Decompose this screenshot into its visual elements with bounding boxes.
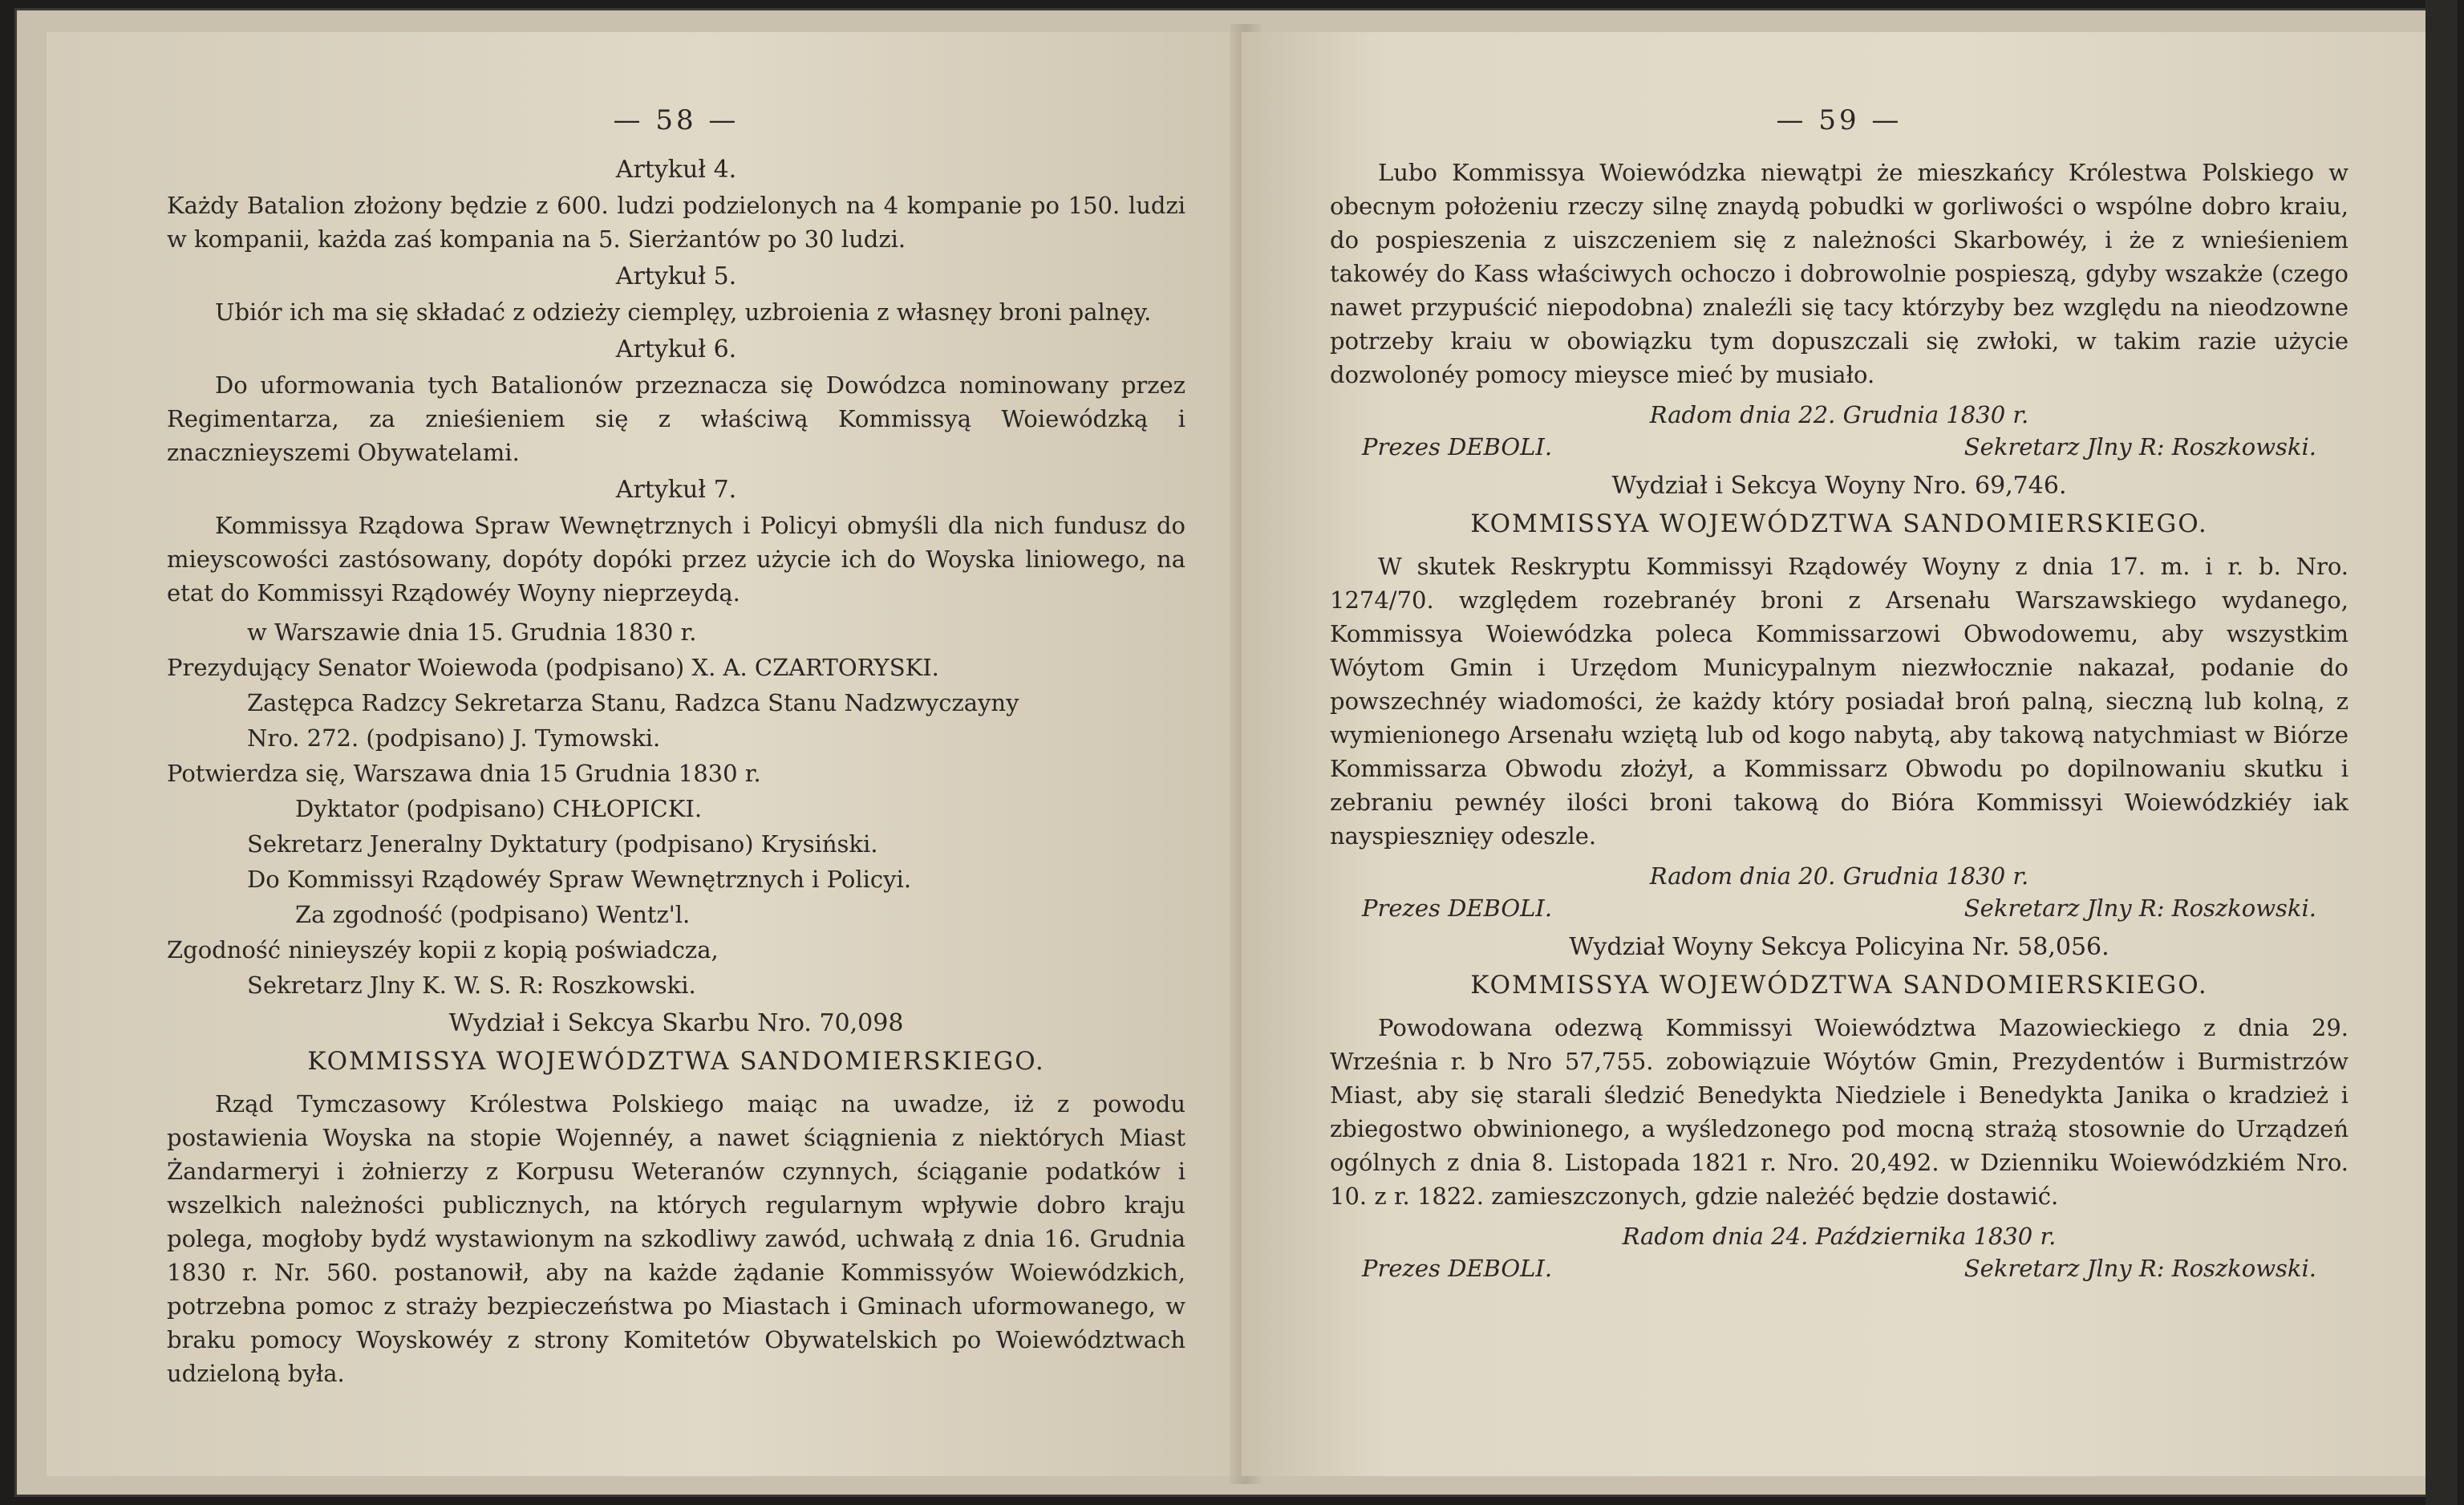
signature-line: Zgodność ninieyszéy kopii z kopią poświadcza, [167, 936, 719, 963]
signature-line: Za zgodność (podpisano) Wentz'l. [295, 901, 691, 928]
article-5-text: Ubiór ich ma się składać z odzieży ciemplęy, uzbroienia z własnęy broni palnęy. [215, 298, 1152, 326]
body-paragraph: Rząd Tymczasowy Królestwa Polskiego maiąc na uwadze, iż z powodu postawienia Woyska na stopie Wojennéy, a nawet ściągnienia z niektórych Miast Żandarmeryi i żołnierzy z Korpusu Weteranów czynnych, ściąganie podatków i wszelkich należności publicznych, na których regularnym wpływie dobro kraju polega, mogłoby bydź wystawionym na szkodliwy zawód, uchwałą z dnia 16. Grudnia 1830 r. Nr. 560. postanowił, aby na każde żądanie Kommissyów Woiewódzkich, potrzebna pomoc z straży bezpieczeństwa po Miastach i Gminach uformowanego, w braku pomocy Woyskowéy z strony Komitetów Obywatelskich po Woiewództwach udzieloną była. [167, 1090, 1185, 1387]
department-line: Wydział Woyny Sekcya Policyina Nr. 58,056. [1569, 933, 2109, 961]
page-edge-strip [2426, 0, 2458, 1505]
commission-heading: KOMMISSYA WOJEWÓDZTWA SANDOMIERSKIEGO. [307, 1047, 1045, 1076]
signature-row [1362, 1255, 2316, 1282]
right-page [1242, 32, 2437, 1476]
signature-line: Prezydujący Senator Woiewoda (podpisano) X. A. CZARTORYSKI. [167, 654, 939, 681]
commission-heading: KOMMISSYA WOJEWÓDZTWA SANDOMIERSKIEGO. [1470, 971, 2208, 1000]
signature-line: Do Kommissyi Rządowéy Spraw Wewnętrznych i Policyi. [247, 866, 912, 893]
body-paragraph: Lubo Kommissya Woiewódzka niewątpi że mieszkańcy Królestwa Polskiego w obecnym położeniu rzeczy silnę znaydą pobudki w gorliwości o wspólne dobro kraiu, do pospieszenia z uiszczeniem się z należności Skarbowéy, i że z wnieśieniem takowéy do Kass właściwych ochoczo i dobrowolnie pospieszą, gdyby wszakże (czego nawet przypuścić niepodobna) znaleźli się tacy którzyby bez względu na nieodzowne potrzeby kraiu w obowiązku tym dopuszczali się zwłoki, w takim razie użycie dozwolonéy pomocy mieysce mieć by musiało. [1330, 159, 2348, 388]
signature-line: Nro. 272. (podpisano) J. Tymowski. [247, 724, 661, 752]
body-paragraph: Powodowana odezwą Kommissyi Woiewództwa Mazowieckiego z dnia 29. Września r. b Nro 57,755. zobowiązuie Wóytów Gmin, Prezydentów i Burmistrzów Miast, aby się starali śledzić Benedykta Niedziele i Benedykta Janika o kradzież i zbiegostwo obwinionego, a wyśledzonego pod mocną strażą stosownie do Urządzeń ogólnych z dnia 8. Listopada 1821 r. Nro. 20,492. w Dzienniku Woiewódzkiém Nro. 10. z r. 1822. zamieszczonych, gdzie należéć będzie dostawić. [1330, 1014, 2348, 1210]
secretary-signature: Sekretarz Jlny R: Roszkowski. [1964, 433, 2316, 460]
signature-line: w Warszawie dnia 15. Grudnia 1830 r. [247, 619, 697, 646]
president-signature: Prezes DEBOLI. [1362, 894, 1553, 922]
article-4-title: Artykuł 4. [615, 156, 737, 184]
secretary-signature: Sekretarz Jlny R: Roszkowski. [1964, 1255, 2316, 1282]
president-signature: Prezes DEBOLI. [1362, 1255, 1553, 1282]
page-number: — 58 — [613, 104, 740, 136]
book-spread [14, 8, 2453, 1497]
signature-row [1362, 433, 2316, 460]
article-7-title: Artykuł 7. [615, 476, 737, 504]
date-line: Radom dnia 20. Grudnia 1830 r. [1649, 862, 2029, 890]
body-paragraph: W skutek Reskryptu Kommissyi Rządowéy Woyny z dnia 17. m. i r. b. Nro. 1274/70. względem rozebranéy broni z Arsenału Warszawskiego wydanego, Kommissya Woiewódzka poleca Kommissarzowi Obwodowemu, aby wszystkim Wóytom Gmin i Urzędom Municypalnym niezwłocznie nakazał, podanie do powszechnéy wiadomości, że każdy który posiadał broń palną, sieczną lub kolną, z wymienionego Arsenału wziętą lub od kogo nabytą, aby takową natychmiast w Biórze Kommissarza Obwodu złożył, a Kommissarz Obwodu po dopilnowaniu skutku i zebraniu pewnéy ilości broni takową do Bióra Kommissyi Woiewódzkiéy iak nayspiesznięy odeszle. [1330, 553, 2348, 850]
article-6-text: Do uformowania tych Batalionów przeznacza się Dowódzca nominowany przez Regimentarza, za znieśieniem się z właściwą Kommissyą Woiewódzką i znacznieyszemi Obywatelami. [167, 371, 1185, 466]
article-4-text: Każdy Batalion złożony będzie z 600. ludzi podzielonych na 4 kompanie po 150. ludzi w kompanii, każda zaś kompania na 5. Sierżantów po 30 ludzi. [167, 192, 1185, 253]
article-7-text: Kommissya Rządowa Spraw Wewnętrznych i Policyi obmyśli dla nich fundusz do mieyscowości zastósowany, dopóty dopóki przez użycie ich do Woyska liniowego, na etat do Kommissyi Rządowéy Woyny nieprzeydą. [167, 512, 1185, 606]
secretary-signature: Sekretarz Jlny R: Roszkowski. [1964, 894, 2316, 922]
signature-line: Zastępca Radzcy Sekretarza Stanu, Radzca Stanu Nadzwyczayny [247, 689, 1019, 716]
department-line: Wydział i Sekcya Skarbu Nro. 70,098 [448, 1009, 904, 1037]
signature-line: Sekretarz Jlny K. W. S. R: Roszkowski. [247, 972, 696, 999]
commission-heading: KOMMISSYA WOJEWÓDZTWA SANDOMIERSKIEGO. [1470, 509, 2208, 538]
signature-line: Dyktator (podpisano) CHŁOPICKI. [295, 795, 703, 822]
article-6-title: Artykuł 6. [615, 335, 737, 363]
department-line: Wydział i Sekcya Woyny Nro. 69,746. [1611, 472, 2067, 500]
signature-line: Sekretarz Jeneralny Dyktatury (podpisano) Krysiński. [247, 830, 878, 858]
signature-row [1362, 894, 2316, 922]
date-line: Radom dnia 24. Października 1830 r. [1622, 1223, 2057, 1250]
left-page [47, 32, 1250, 1476]
date-line: Radom dnia 22. Grudnia 1830 r. [1649, 401, 2029, 428]
president-signature: Prezes DEBOLI. [1362, 433, 1553, 460]
article-5-title: Artykuł 5. [615, 262, 737, 290]
signature-line: Potwierdza się, Warszawa dnia 15 Grudnia 1830 r. [167, 760, 761, 787]
page-number: — 59 — [1776, 104, 1903, 136]
